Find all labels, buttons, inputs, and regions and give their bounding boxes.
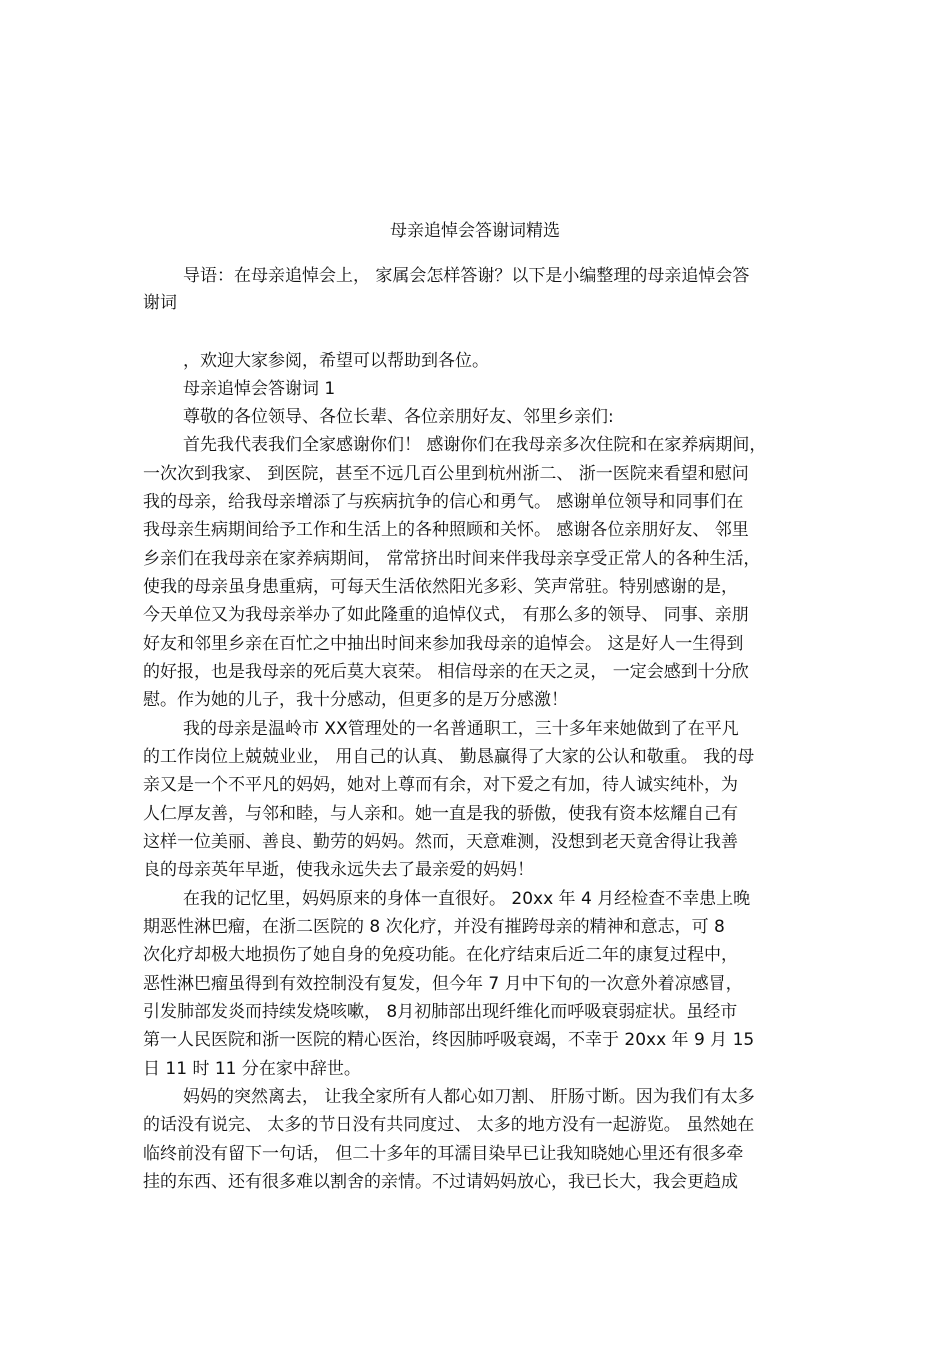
paragraph-line: 良的母亲英年早逝，使我永远失去了最亲爱的妈妈！ [143,860,534,880]
paragraph-line: 好友和邻里乡亲在百忙之中抽出时间来参加我母亲的追悼会。 这是好人一生得到 [143,634,744,654]
paragraph-line: 临终前没有留下一句话， 但二十多年的耳濡目染早已让我知晓她心里还有很多牵 [143,1144,744,1164]
paragraph-line: 我的母亲，给我母亲增添了与疾病抗争的信心和勇气。 感谢单位领导和同事们在 [143,492,744,512]
paragraph-line: 人仁厚友善，与邻和睦，与人亲和。她一直是我的骄傲，使我有资本炫耀自己有 [143,804,738,824]
paragraph-line: 使我的母亲虽身患重病，可每天生活依然阳光多彩、笑声常驻。特别感谢的是， [143,577,738,597]
paragraph-line: 的话没有说完、 太多的节日没有共同度过、 太多的地方没有一起游览。 虽然她在 [143,1115,755,1135]
paragraph-line: 的工作岗位上兢兢业业， 用自己的认真、 勤恳赢得了大家的公认和敬重。 我的母 [143,747,755,767]
document-title: 母亲追悼会答谢词精选 [390,221,560,241]
paragraph-line: 我母亲生病期间给予工作和生活上的各种照顾和关怀。 感谢各位亲朋好友、 邻里 [143,520,749,540]
paragraph-line: 今天单位又为我母亲举办了如此隆重的追悼仪式， 有那么多的领导、 同事、亲朋 [143,605,749,625]
paragraph-line: 日 11 时 11 分在家中辞世。 [143,1059,361,1079]
paragraph-line: 引发肺部发炎而持续发烧咳嗽， 8月初肺部出现纤维化而呼吸衰弱症状。虽经市 [143,1002,738,1022]
paragraph-line: 谢词 [143,293,177,313]
paragraph-line: ，欢迎大家参阅，希望可以帮助到各位。 [183,351,489,371]
paragraph-line: 次化疗却极大地损伤了她自身的免疫功能。在化疗结束后近二年的康复过程中， [143,945,738,965]
paragraph-line: 慰。作为她的儿子，我十分感动，但更多的是万分感激！ [143,690,568,710]
paragraph-line: 挂的东西、还有很多难以割舍的亲情。不过请妈妈放心，我已长大，我会更趋成 [143,1172,738,1192]
paragraph-line: 在我的记忆里，妈妈原来的身体一直很好。 20xx 年 4 月经检查不幸患上晚 [183,889,751,909]
paragraph-line: 这样一位美丽、善良、勤劳的妈妈。然而，天意难测，没想到老天竟舍得让我善 [143,832,738,852]
paragraph-line: 期恶性淋巴瘤，在浙二医院的 8 次化疗，并没有摧跨母亲的精神和意志，可 8 [143,917,725,937]
paragraph-line: 母亲追悼会答谢词 1 [183,379,336,399]
paragraph-line: 恶性淋巴瘤虽得到有效控制没有复发，但今年 7 月中下旬的一次意外着凉感冒， [143,974,743,994]
paragraph-line: 的好报，也是我母亲的死后莫大哀荣。 相信母亲的在天之灵， 一定会感到十分欣 [143,662,749,682]
paragraph-line: 首先我代表我们全家感谢你们！ 感谢你们在我母亲多次住院和在家养病期间， [183,435,767,455]
paragraph-line: 导语：在母亲追悼会上， 家属会怎样答谢？以下是小编整理的母亲追悼会答 [183,266,750,286]
paragraph-line: 我的母亲是温岭市 XX管理处的一名普通职工，三十多年来她做到了在平凡 [183,719,739,739]
paragraph-line: 乡亲们在我母亲在家养病期间， 常常挤出时间来伴我母亲享受正常人的各种生活， [143,549,761,569]
paragraph-line: 尊敬的各位领导、各位长辈、各位亲朋好友、邻里乡亲们: [183,407,614,427]
paragraph-line: 亲又是一个不平凡的妈妈，她对上尊而有余，对下爱之有加，待人诚实纯朴，为 [143,775,738,795]
paragraph-line: 第一人民医院和浙一医院的精心医治，终因肺呼吸衰竭，不幸于 20xx 年 9 月 15 [143,1030,755,1050]
paragraph-line: 妈妈的突然离去， 让我全家所有人都心如刀割、 肝肠寸断。因为我们有太多 [183,1087,755,1107]
paragraph-line: 一次次到我家、 到医院，甚至不远几百公里到杭州浙二、 浙一医院来看望和慰问 [143,464,749,484]
